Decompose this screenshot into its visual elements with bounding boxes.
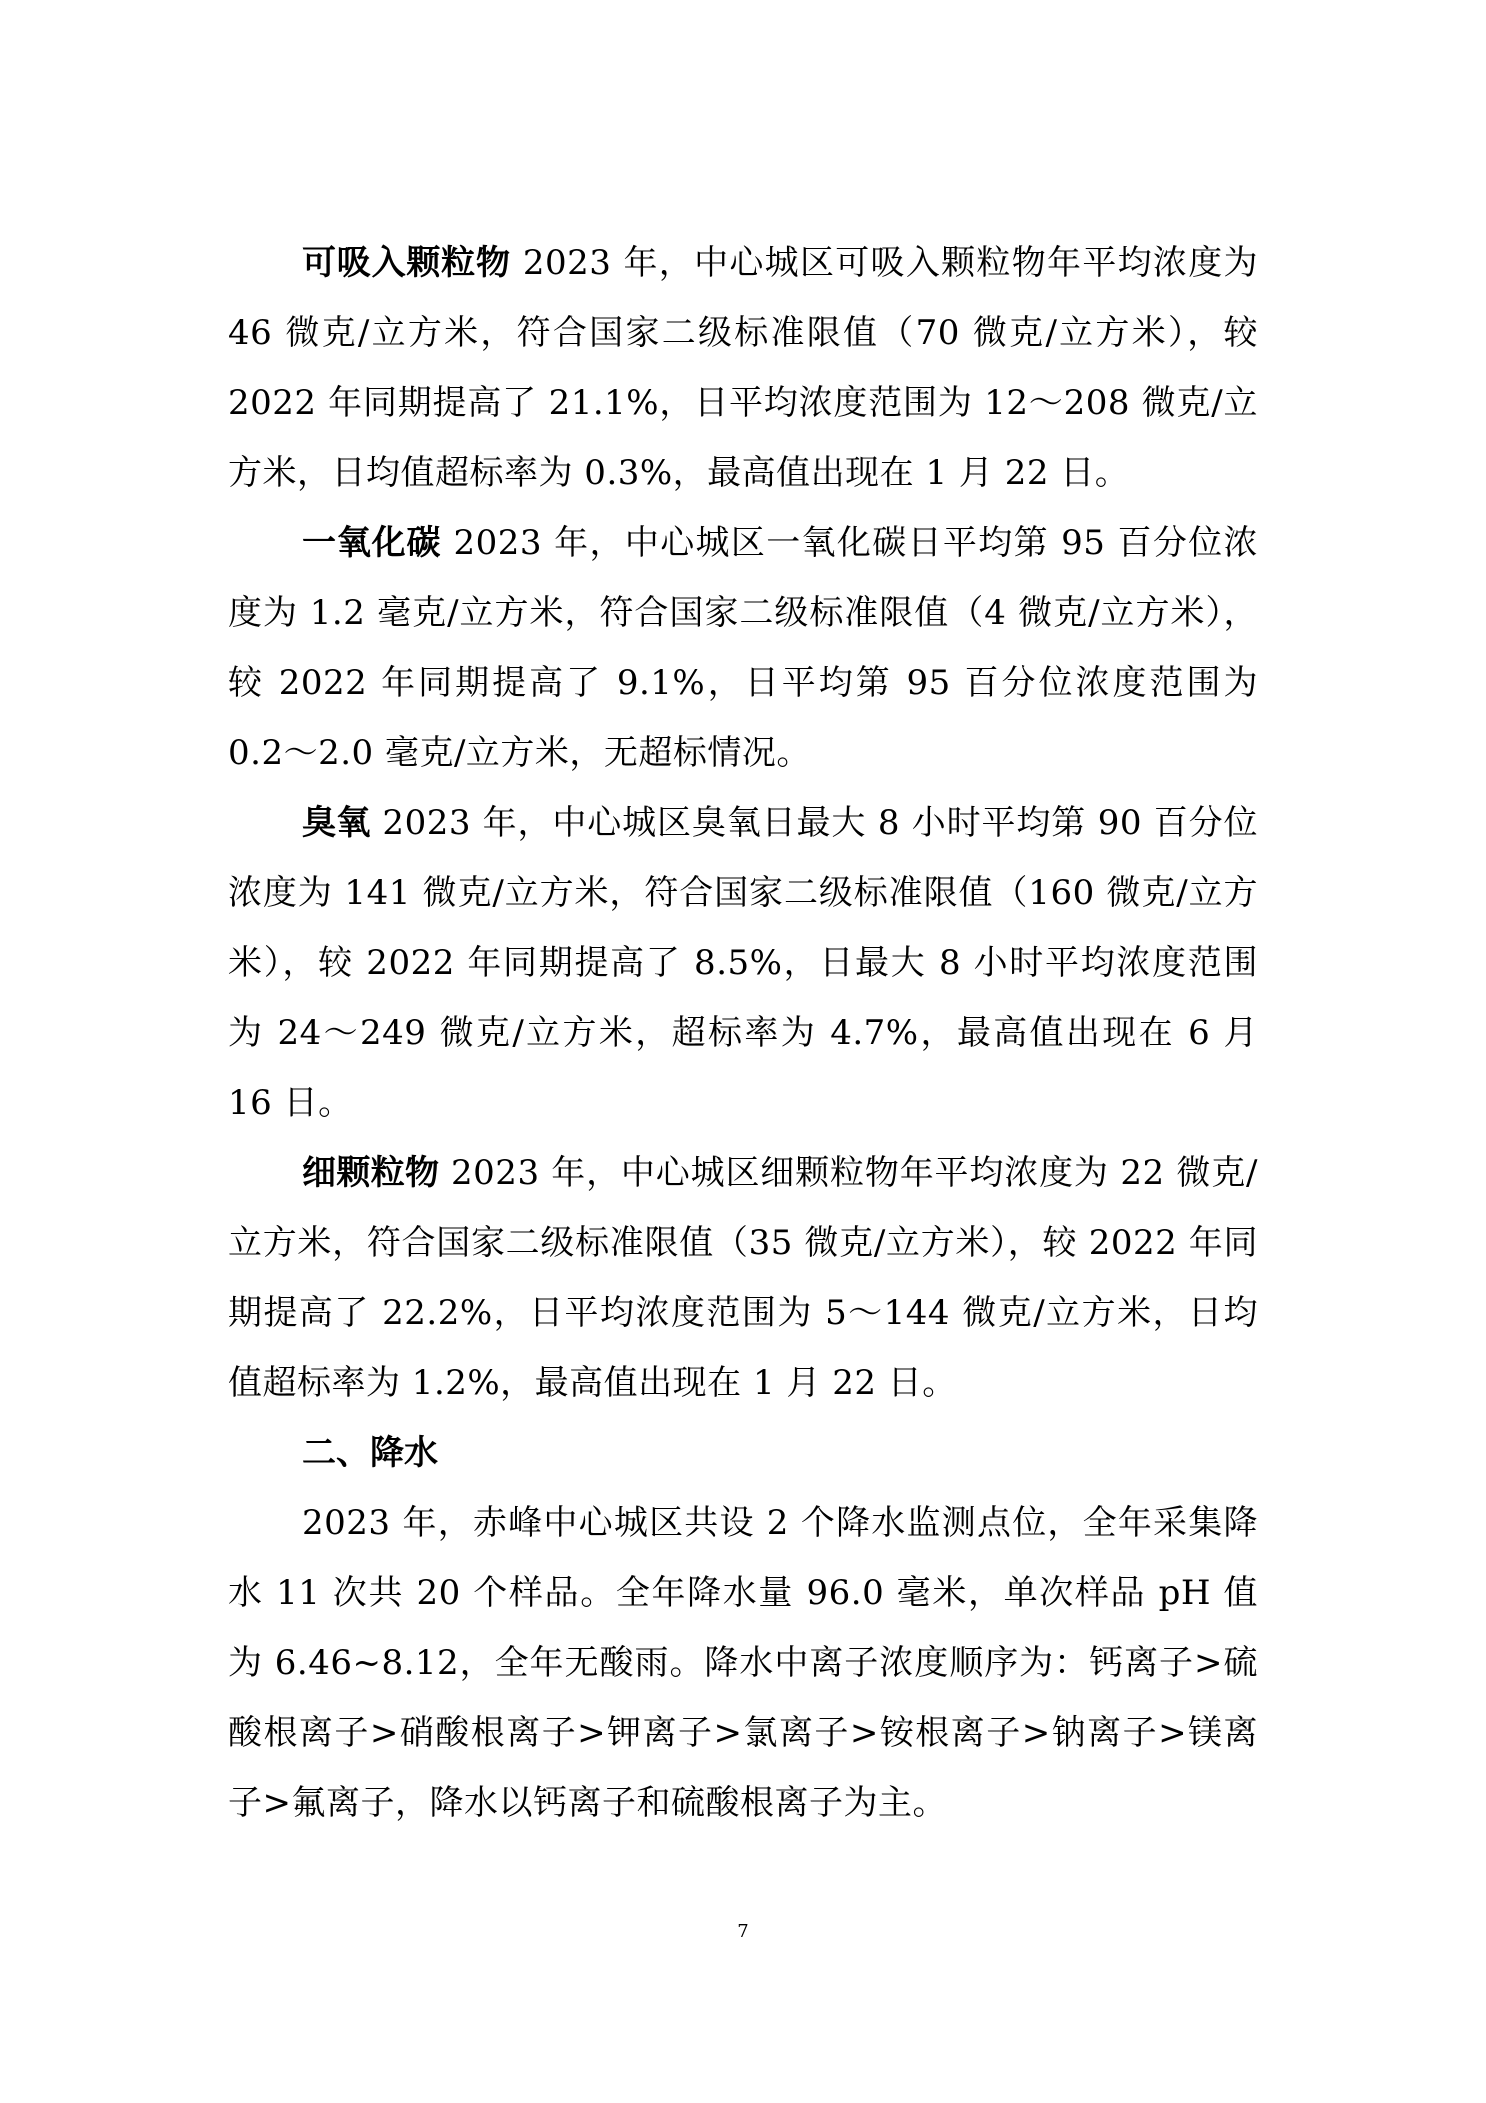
paragraph-term: 一氧化碳	[302, 523, 442, 563]
page-number: 7	[737, 1921, 749, 1942]
paragraph-pm25	[228, 1138, 1258, 1418]
paragraph-text: 2023 年，中心城区一氧化碳日平均第 95 百分位浓度为 1.2 毫克/立方米，符合国家二级标准限值（4 微克/立方米），较 2022 年同期提高了 9.1%，日平均第 95 百分位浓度范围为 0.2～2.0 毫克/立方米，无超标情况。	[228, 523, 1258, 773]
paragraph-term: 臭氧	[302, 803, 371, 843]
paragraph-text: 2023 年，中心城区臭氧日最大 8 小时平均第 90 百分位浓度为 141 微克/立方米，符合国家二级标准限值（160 微克/立方米），较 2022 年同期提高了 8.5%，日最大 8 小时平均浓度范围为 24～249 微克/立方米，超标率为 4.7%，最高值出现在 6 月 16 日。	[228, 803, 1258, 1123]
page-content	[228, 228, 1258, 1838]
paragraph-text: 2023 年，中心城区细颗粒物年平均浓度为 22 微克/立方米，符合国家二级标准限值（35 微克/立方米），较 2022 年同期提高了 22.2%，日平均浓度范围为 5～144 微克/立方米，日均值超标率为 1.2%，最高值出现在 1 月 22 日。	[228, 1153, 1258, 1403]
paragraph-pm10	[228, 228, 1258, 508]
paragraph-text: 2023 年，中心城区可吸入颗粒物年平均浓度为 46 微克/立方米，符合国家二级标准限值（70 微克/立方米），较 2022 年同期提高了 21.1%，日平均浓度范围为 12～208 微克/立方米，日均值超标率为 0.3%，最高值出现在 1 月 22 日。	[228, 243, 1258, 493]
paragraph-term: 细颗粒物	[302, 1153, 440, 1193]
paragraph-carbon-monoxide	[228, 508, 1258, 788]
paragraph-ozone	[228, 788, 1258, 1138]
paragraph-term: 可吸入颗粒物	[302, 243, 511, 283]
paragraph-precipitation: 2023 年，赤峰中心城区共设 2 个降水监测点位，全年采集降水 11 次共 20 个样品。全年降水量 96.0 毫米，单次样品 pH 值为 6.46~8.12，全年无酸雨。降水中离子浓度顺序为：钙离子>硫酸根离子>硝酸根离子>钾离子>氯离子>铵根离子>钠离子>镁离子>氟离子，降水以钙离子和硫酸根离子为主。	[228, 1503, 1258, 1823]
section-heading: 二、降水	[302, 1433, 438, 1473]
